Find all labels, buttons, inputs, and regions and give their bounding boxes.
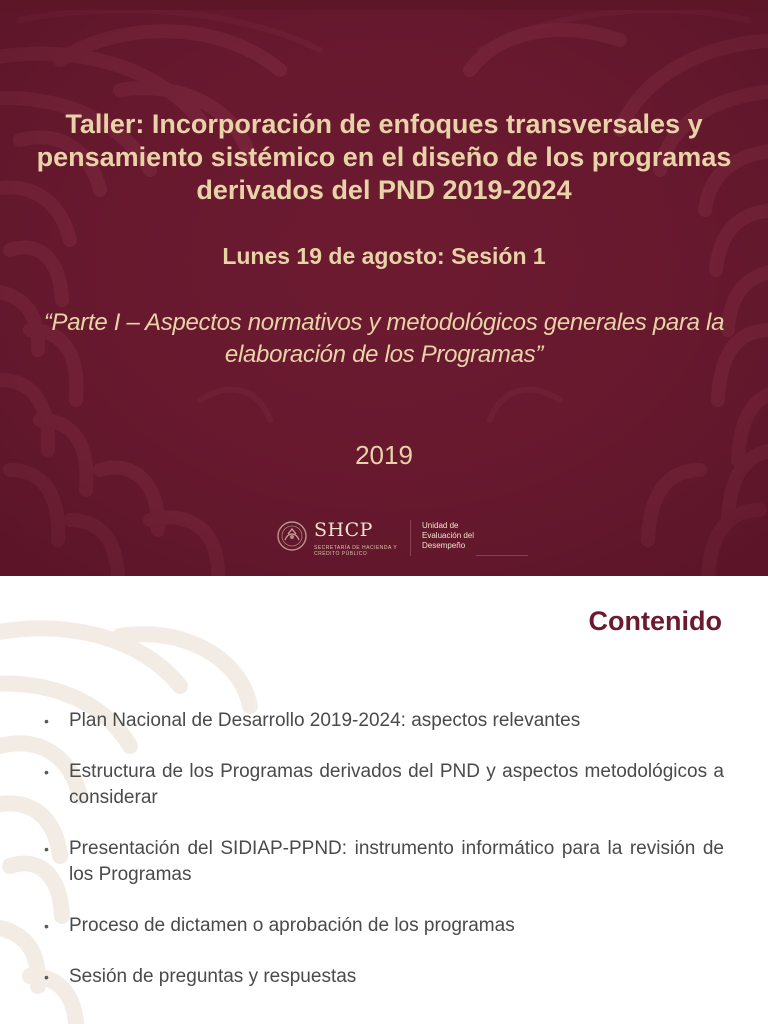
content-list	[44, 708, 724, 1015]
list-item-text: Sesión de preguntas y respuestas	[69, 966, 357, 987]
content-heading: Contenido	[588, 606, 722, 636]
national-seal-icon	[276, 520, 308, 552]
part-subtitle: “Parte I – Aspectos normativos y metodológicos generales para la elaboración de los Programas”	[43, 309, 725, 368]
bullet-icon: •	[44, 969, 49, 985]
list-item	[44, 913, 724, 939]
list-item-text: Proceso de dictamen o aprobación de los programas	[69, 915, 515, 936]
list-item	[44, 708, 724, 734]
year-label: 2019	[355, 440, 413, 470]
shcp-logo-subtitle: SECRETARÍA DE HACIENDA Y CRÉDITO PÚBLICO	[314, 545, 398, 557]
slide-title: Taller: Incorporación de enfoques transversales y pensamiento sistémico en el diseño de los programas derivados del PND 2019-2024	[36, 109, 732, 205]
list-item-text: Estructura de los Programas derivados del PND y aspectos metodológicos a considerar	[69, 761, 724, 808]
list-item-text: Presentación del SIDIAP-PPND: instrumento informático para la revisión de los Programas	[69, 838, 724, 885]
list-item	[44, 964, 724, 990]
unit-name: Unidad de Evaluación del Desempeño	[422, 521, 475, 550]
unit-underline	[476, 555, 528, 556]
bullet-icon: •	[44, 764, 49, 780]
shcp-logo-text: SHCP	[314, 519, 373, 541]
bullet-icon: •	[44, 841, 49, 857]
list-item-text: Plan Nacional de Desarrollo 2019-2024: aspectos relevantes	[69, 710, 581, 731]
session-subtitle: Lunes 19 de agosto: Sesión 1	[222, 243, 546, 269]
bullet-icon: •	[44, 713, 49, 729]
list-item	[44, 836, 724, 888]
top-border	[0, 0, 768, 10]
bullet-icon: •	[44, 918, 49, 934]
list-item	[44, 759, 724, 811]
logo-divider	[410, 520, 411, 556]
shcp-logo-block	[276, 518, 536, 560]
content-slide	[0, 576, 768, 1024]
